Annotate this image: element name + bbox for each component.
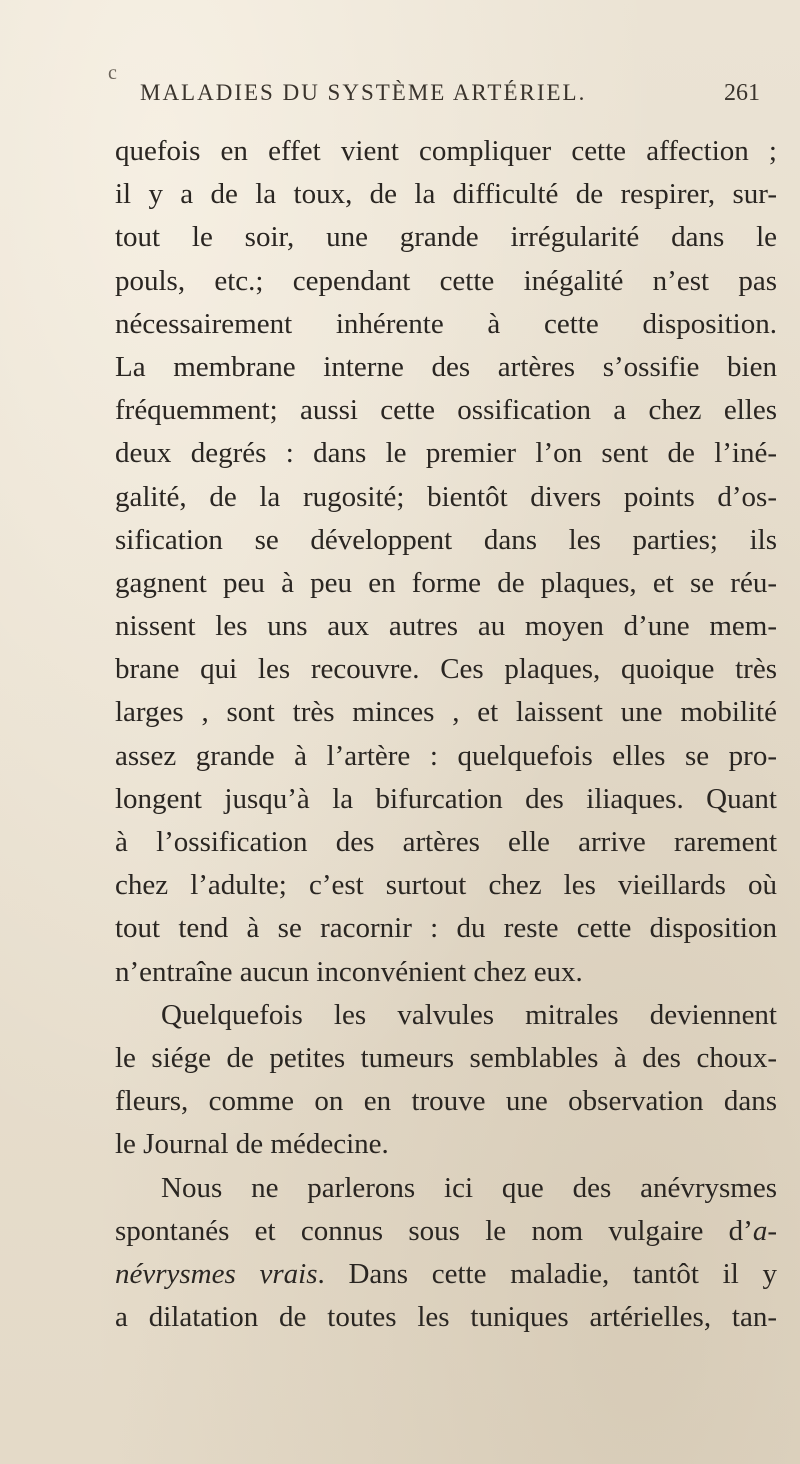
text-line: larges , sont très minces , et laissent une mobilité [115, 696, 777, 729]
text-line: quefois en effet vient compliquer cette affection ; [115, 135, 777, 167]
text-line: galité, de la rugosité; bientôt divers points d’os- [115, 480, 777, 513]
text-line: le Journal de médecine. [115, 1128, 389, 1161]
running-head: MALADIES DU SYSTÈME ARTÉRIEL. [140, 80, 587, 105]
text-line: nissent les uns aux autres au moyen d’une mem- [115, 610, 777, 643]
text-line: deux degrés : dans le premier l’on sent de l’iné- [115, 437, 777, 470]
text-line: nécessairement inhérente à cette disposition. [115, 307, 777, 340]
text-line: longent jusqu’à la bifurcation des iliaques. Quant [115, 782, 777, 815]
italic-fragment: a- [752, 1214, 777, 1247]
text-line: Quelquefois les valvules mitrales deviennent [161, 998, 777, 1031]
text-line: gagnent peu à peu en forme de plaques, et se réu- [115, 566, 777, 599]
text-fragment: . Dans cette maladie, tantôt il y [317, 1257, 777, 1290]
text-line: il y a de la toux, de la difficulté de respirer, sur- [115, 178, 777, 211]
text-line: Nous ne parlerons ici que des anévrysmes [161, 1171, 777, 1204]
text-line: a dilatation de toutes les tuniques artérielles, tan- [115, 1301, 777, 1334]
text-line: tout le soir, une grande irrégularité dans le [115, 221, 777, 254]
text-line: brane qui les recouvre. Ces plaques, quoique très [115, 653, 777, 686]
text-line-with-italic [115, 1210, 777, 1253]
text-line: pouls, etc.; cependant cette inégalité n’est pas [115, 264, 777, 297]
text-line: n’entraîne aucun inconvénient chez eux. [115, 955, 583, 988]
page-number: 261 [724, 80, 760, 106]
text-line: à l’ossification des artères elle arrive rarement [115, 826, 777, 858]
text-line: sification se développent dans les parties; ils [115, 523, 777, 556]
text-line: fleurs, comme on en trouve une observation dans [115, 1085, 777, 1118]
page-header [140, 80, 760, 120]
text-fragment: spontanés et connus sous le nom vulgaire d’ [115, 1214, 753, 1247]
text-line-with-italic [115, 1253, 777, 1296]
text-line: tout tend à se racornir : du reste cette disposition [115, 912, 777, 945]
italic-fragment: névrysmes vrais [115, 1257, 318, 1290]
text-line: le siége de petites tumeurs semblables à des choux- [115, 1041, 777, 1074]
text-line: chez l’adulte; c’est surtout chez les vieillards où [115, 869, 777, 902]
text-line: fréquemment; aussi cette ossification a chez elles [115, 394, 777, 427]
body-text [115, 130, 777, 1339]
margin-mark: c [108, 62, 117, 84]
text-line: La membrane interne des artères s’ossifie bien [115, 350, 777, 383]
text-line: assez grande à l’artère : quelquefois elles se pro- [115, 739, 777, 772]
